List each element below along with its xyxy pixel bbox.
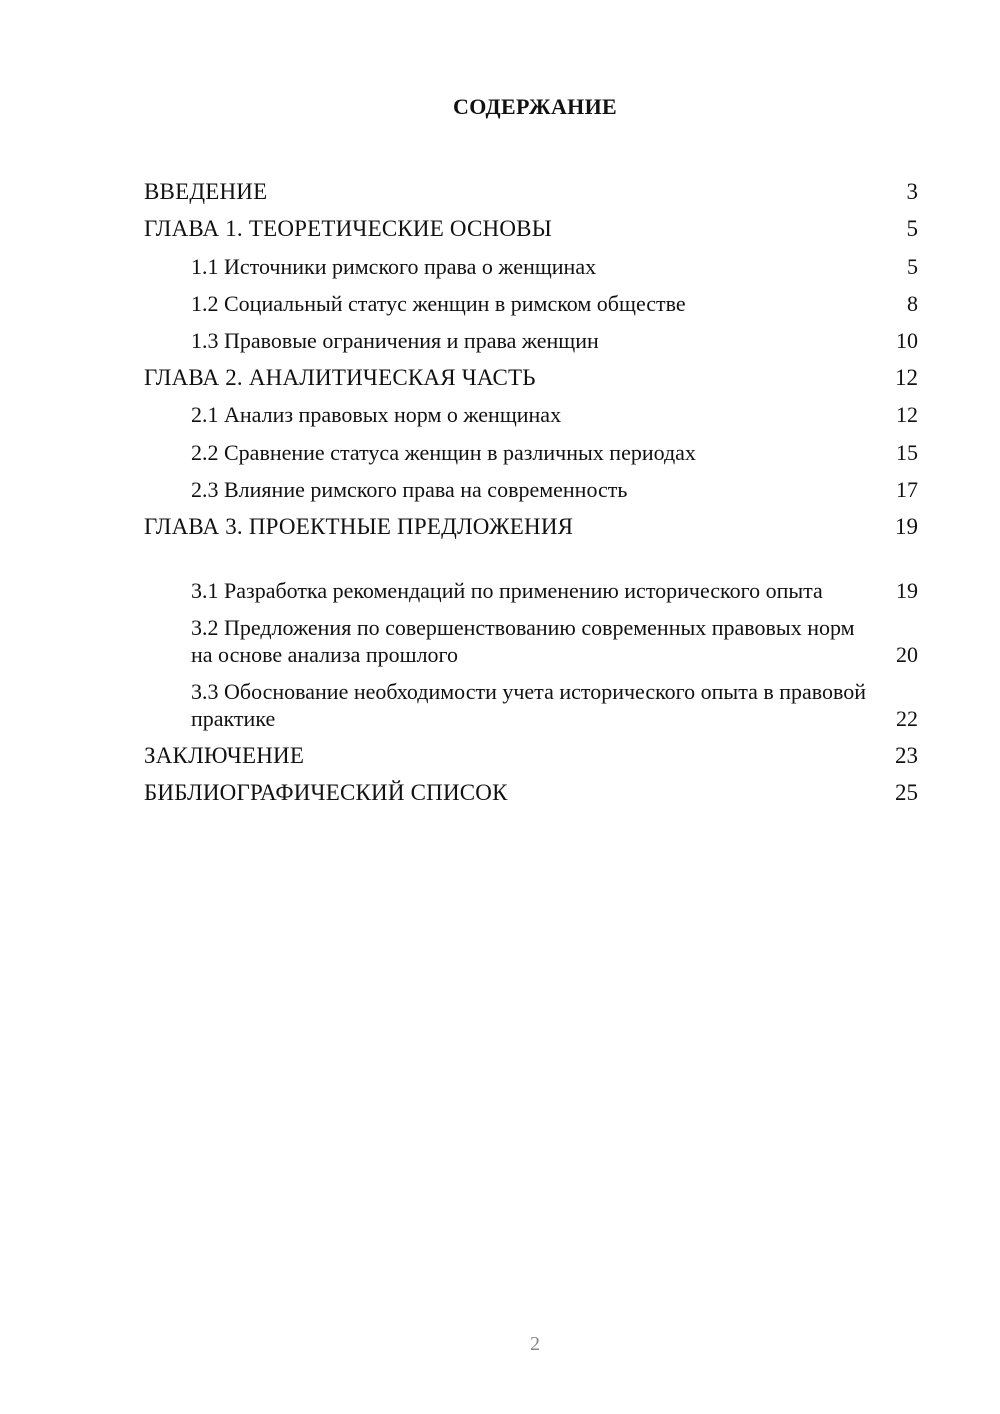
- toc-entry-label: ГЛАВА 3. ПРОЕКТНЫЕ ПРЕДЛОЖЕНИЯ: [144, 513, 574, 539]
- toc-entry-bibliography[interactable]: [144, 769, 918, 806]
- toc-entry-label: ГЛАВА 2. АНАЛИТИЧЕСКАЯ ЧАСТЬ: [144, 365, 536, 391]
- toc-entry-label: 2.3 Влияние римского права на современность: [191, 476, 628, 502]
- toc-entry-label: БИБЛИОГРАФИЧЕСКИЙ СПИСОК: [144, 780, 508, 806]
- toc-entry-page: 8: [907, 290, 918, 316]
- toc-entry-label: 2.2 Сравнение статуса женщин в различных периодах: [191, 439, 696, 465]
- toc-entry-section-3-1[interactable]: [144, 540, 918, 604]
- toc-entry-page: 23: [895, 743, 918, 769]
- toc-entry-section-3-3[interactable]: [144, 668, 918, 732]
- toc-entry-section-2-2[interactable]: [144, 428, 918, 465]
- toc-entry-page: 19: [895, 513, 918, 539]
- toc-entry-label: ВВЕДЕНИЕ: [144, 179, 268, 205]
- toc-entry-label: 3.3 Обоснование необходимости учета исторического опыта в правовой практике: [191, 678, 867, 731]
- toc-entry-section-1-3[interactable]: [144, 317, 918, 354]
- toc-entry-chapter-3[interactable]: [144, 503, 918, 540]
- toc-entry-page: 15: [896, 439, 918, 465]
- toc-entry-section-3-2[interactable]: [144, 604, 918, 668]
- toc-entry-label: 3.1 Разработка рекомендаций по применению исторического опыта: [191, 577, 823, 603]
- toc-entry-page: 12: [896, 402, 918, 428]
- toc-entry-chapter-2[interactable]: [144, 354, 918, 391]
- toc-entry-label: ГЛАВА 1. ТЕОРЕТИЧЕСКИЕ ОСНОВЫ: [144, 216, 552, 242]
- toc-entry-conclusion[interactable]: [144, 732, 918, 769]
- toc-entry-page: 5: [907, 253, 918, 279]
- table-of-contents: [144, 168, 918, 806]
- toc-entry-page: 5: [906, 216, 918, 242]
- toc-entry-section-2-1[interactable]: [144, 391, 918, 428]
- toc-entry-chapter-1[interactable]: [144, 205, 918, 242]
- toc-entry-page: 22: [896, 705, 918, 731]
- toc-entry-label: 2.1 Анализ правовых норм о женщинах: [191, 402, 562, 428]
- toc-entry-section-2-3[interactable]: [144, 466, 918, 503]
- toc-entry-label: 1.3 Правовые ограничения и права женщин: [191, 327, 599, 353]
- toc-entry-page: 10: [896, 327, 918, 353]
- toc-entry-page: 19: [896, 577, 918, 603]
- toc-entry-label: 1.1 Источники римского права о женщинах: [191, 253, 597, 279]
- toc-entry-introduction[interactable]: [144, 168, 918, 205]
- page-number: 2: [530, 1333, 540, 1355]
- toc-entry-label: 1.2 Социальный статус женщин в римском обществе: [191, 290, 686, 316]
- page-title: СОДЕРЖАНИЕ: [453, 94, 617, 119]
- toc-entry-label: ЗАКЛЮЧЕНИЕ: [144, 743, 305, 769]
- toc-entry-section-1-2[interactable]: [144, 280, 918, 317]
- toc-entry-page: 25: [895, 780, 918, 806]
- toc-entry-page: 17: [896, 476, 918, 502]
- toc-entry-label: 3.2 Предложения по совершенствованию современных правовых норм на основе анализа прошлого: [191, 614, 855, 667]
- toc-entry-page: 12: [895, 365, 918, 391]
- toc-entry-page: 20: [896, 641, 918, 667]
- toc-entry-page: 3: [906, 179, 918, 205]
- toc-entry-section-1-1[interactable]: [144, 242, 918, 279]
